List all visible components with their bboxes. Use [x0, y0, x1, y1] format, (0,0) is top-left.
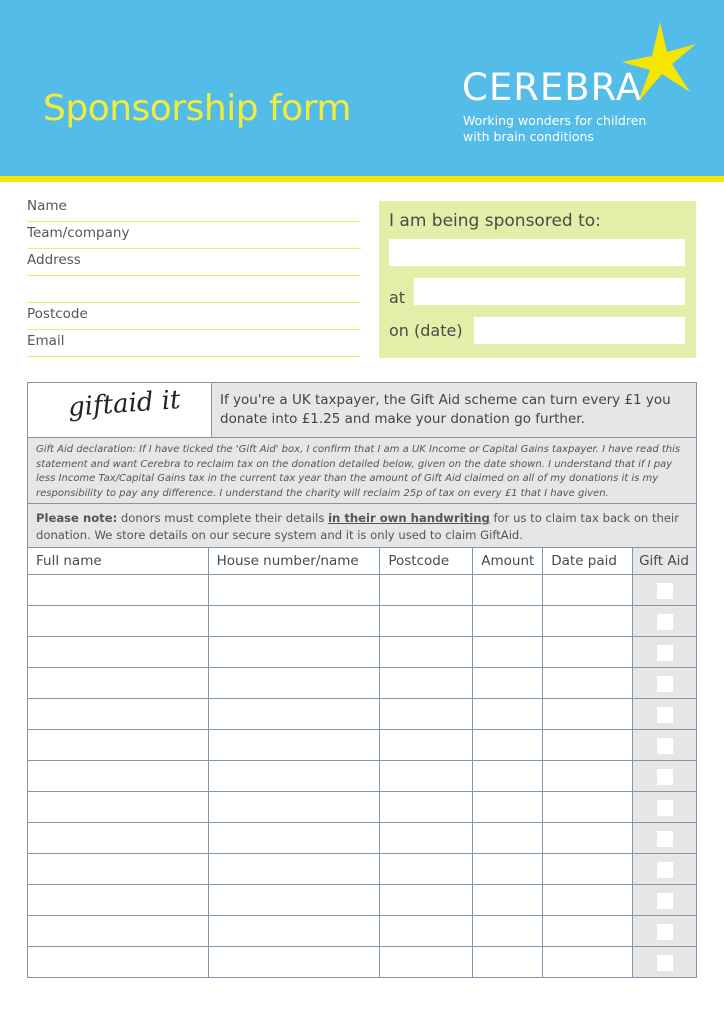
house-cell[interactable] — [208, 854, 380, 885]
table-row — [28, 885, 697, 916]
sponsored-activity-input[interactable] — [389, 239, 685, 266]
house-cell[interactable] — [208, 637, 380, 668]
gift-aid-checkbox[interactable] — [657, 676, 673, 692]
col-full-name: Full name — [28, 548, 209, 575]
table-row — [28, 699, 697, 730]
gift-aid-cell — [633, 854, 697, 885]
logo-tagline: Working wonders for children with brain conditions — [463, 113, 647, 144]
full-name-cell[interactable] — [28, 916, 209, 947]
address-label: Address — [27, 252, 81, 268]
sponsored-box — [379, 201, 696, 358]
table-row — [28, 606, 697, 637]
gift-aid-checkbox[interactable] — [657, 893, 673, 909]
table-row — [28, 730, 697, 761]
full-name-cell[interactable] — [28, 885, 209, 916]
col-date-paid: Date paid — [543, 548, 633, 575]
postcode-cell[interactable] — [380, 575, 473, 606]
at-label: at — [389, 288, 406, 307]
amount-cell[interactable] — [473, 730, 543, 761]
amount-cell[interactable] — [473, 668, 543, 699]
amount-cell[interactable] — [473, 699, 543, 730]
date-paid-cell[interactable] — [543, 730, 633, 761]
full-name-cell[interactable] — [28, 637, 209, 668]
gift-aid-section — [27, 382, 697, 548]
house-cell[interactable] — [208, 885, 380, 916]
date-paid-cell[interactable] — [543, 699, 633, 730]
amount-cell[interactable] — [473, 761, 543, 792]
gift-aid-checkbox[interactable] — [657, 800, 673, 816]
amount-cell[interactable] — [473, 792, 543, 823]
table-row — [28, 637, 697, 668]
gift-aid-logo-cell — [28, 383, 212, 438]
date-paid-cell[interactable] — [543, 823, 633, 854]
full-name-cell[interactable] — [28, 947, 209, 978]
date-paid-cell[interactable] — [543, 792, 633, 823]
date-paid-cell[interactable] — [543, 761, 633, 792]
postcode-cell[interactable] — [380, 699, 473, 730]
gift-aid-checkbox[interactable] — [657, 583, 673, 599]
postcode-cell[interactable] — [380, 668, 473, 699]
gift-aid-cell — [633, 761, 697, 792]
house-cell[interactable] — [208, 730, 380, 761]
house-cell[interactable] — [208, 668, 380, 699]
col-gift-aid: Gift Aid — [633, 548, 697, 575]
gift-aid-checkbox[interactable] — [657, 924, 673, 940]
team-field[interactable] — [27, 222, 361, 249]
full-name-cell[interactable] — [28, 761, 209, 792]
gift-aid-cell — [633, 575, 697, 606]
date-paid-cell[interactable] — [543, 637, 633, 668]
sponsored-title: I am being sponsored to: — [389, 211, 601, 231]
amount-cell[interactable] — [473, 916, 543, 947]
address-line-2-field[interactable] — [27, 276, 361, 303]
house-cell[interactable] — [208, 575, 380, 606]
house-cell[interactable] — [208, 792, 380, 823]
donations-table — [27, 547, 697, 978]
postcode-cell[interactable] — [380, 637, 473, 668]
table-row — [28, 823, 697, 854]
amount-cell[interactable] — [473, 575, 543, 606]
gift-aid-cell — [633, 947, 697, 978]
amount-cell[interactable] — [473, 637, 543, 668]
table-row — [28, 916, 697, 947]
date-paid-cell[interactable] — [543, 885, 633, 916]
full-name-cell[interactable] — [28, 668, 209, 699]
amount-cell[interactable] — [473, 606, 543, 637]
amount-cell[interactable] — [473, 885, 543, 916]
name-label: Name — [27, 198, 67, 214]
gift-aid-cell — [633, 668, 697, 699]
table-row — [28, 575, 697, 606]
header-stripe — [0, 176, 724, 182]
gift-aid-declaration: Gift Aid declaration: If I have ticked the 'Gift Aid' box, I confirm that I am a UK Income or Capital Gains taxpayer. I have read this statement and want Cerebra to reclaim tax on the donation detailed below, given on the date shown. I understand that if I pay less Income Tax/Capital Gains tax in the current tax year than the amount of Gift Aid claimed on all of my donations it is my responsibility to pay any difference. I understand the charity will reclaim 25p of tax on every £1 that I have given. — [28, 438, 696, 504]
gift-aid-checkbox[interactable] — [657, 862, 673, 878]
col-postcode: Postcode — [380, 548, 473, 575]
full-name-cell[interactable] — [28, 699, 209, 730]
amount-cell[interactable] — [473, 947, 543, 978]
gift-aid-cell — [633, 606, 697, 637]
gift-aid-cell — [633, 792, 697, 823]
name-field[interactable] — [27, 195, 361, 222]
postcode-cell[interactable] — [380, 885, 473, 916]
gift-aid-checkbox[interactable] — [657, 831, 673, 847]
gift-aid-intro: If you're a UK taxpayer, the Gift Aid scheme can turn every £1 you donate into £1.25 and make your donation go further. — [212, 383, 696, 438]
date-paid-cell[interactable] — [543, 947, 633, 978]
full-name-cell[interactable] — [28, 606, 209, 637]
email-field[interactable] — [27, 330, 361, 357]
gift-aid-cell — [633, 885, 697, 916]
table-row — [28, 854, 697, 885]
postcode-field[interactable] — [27, 303, 361, 330]
sponsored-date-input[interactable] — [474, 317, 685, 344]
house-cell[interactable] — [208, 699, 380, 730]
col-amount: Amount — [473, 548, 543, 575]
table-row — [28, 792, 697, 823]
col-house: House number/name — [208, 548, 380, 575]
full-name-cell[interactable] — [28, 730, 209, 761]
gift-aid-checkbox[interactable] — [657, 707, 673, 723]
house-cell[interactable] — [208, 947, 380, 978]
gift-aid-checkbox[interactable] — [657, 955, 673, 971]
amount-cell[interactable] — [473, 823, 543, 854]
gift-aid-cell — [633, 730, 697, 761]
gift-aid-checkbox[interactable] — [657, 769, 673, 785]
date-paid-cell[interactable] — [543, 668, 633, 699]
table-row — [28, 668, 697, 699]
email-label: Email — [27, 333, 65, 349]
gift-aid-checkbox[interactable] — [657, 614, 673, 630]
postcode-label: Postcode — [27, 306, 88, 322]
sponsored-location-input[interactable] — [414, 278, 685, 305]
house-cell[interactable] — [208, 823, 380, 854]
full-name-cell[interactable] — [28, 575, 209, 606]
postcode-cell[interactable] — [380, 761, 473, 792]
table-row — [28, 761, 697, 792]
address-field[interactable] — [27, 249, 361, 276]
full-name-cell[interactable] — [28, 854, 209, 885]
gift-aid-cell — [633, 699, 697, 730]
date-paid-cell[interactable] — [543, 854, 633, 885]
date-paid-cell[interactable] — [543, 916, 633, 947]
gift-aid-cell — [633, 916, 697, 947]
house-cell[interactable] — [208, 761, 380, 792]
cerebra-logo: CEREBRA — [462, 66, 643, 109]
table-row — [28, 947, 697, 978]
postcode-cell[interactable] — [380, 823, 473, 854]
postcode-cell[interactable] — [380, 792, 473, 823]
house-cell[interactable] — [208, 606, 380, 637]
postcode-cell[interactable] — [380, 854, 473, 885]
table-header-row — [28, 548, 697, 575]
postcode-cell[interactable] — [380, 916, 473, 947]
postcode-cell[interactable] — [380, 730, 473, 761]
full-name-cell[interactable] — [28, 823, 209, 854]
postcode-cell[interactable] — [380, 947, 473, 978]
team-label: Team/company — [27, 225, 130, 241]
gift-aid-logo: giftaid it — [67, 385, 182, 423]
gift-aid-note: Please note: donors must complete their details in their own handwriting for us to claim tax back on their donation. We store details on our secure system and it is only used to claim GiftAid. — [36, 511, 679, 542]
gift-aid-checkbox[interactable] — [657, 645, 673, 661]
date-label: on (date) — [389, 321, 463, 340]
date-paid-cell[interactable] — [543, 606, 633, 637]
postcode-cell[interactable] — [380, 606, 473, 637]
table-body — [28, 575, 697, 978]
gift-aid-cell — [633, 637, 697, 668]
star-icon — [620, 22, 700, 104]
full-name-cell[interactable] — [28, 792, 209, 823]
header-banner — [0, 0, 724, 176]
gift-aid-checkbox[interactable] — [657, 738, 673, 754]
amount-cell[interactable] — [473, 854, 543, 885]
house-cell[interactable] — [208, 916, 380, 947]
date-paid-cell[interactable] — [543, 575, 633, 606]
gift-aid-cell — [633, 823, 697, 854]
page-title: Sponsorship form — [43, 88, 351, 129]
